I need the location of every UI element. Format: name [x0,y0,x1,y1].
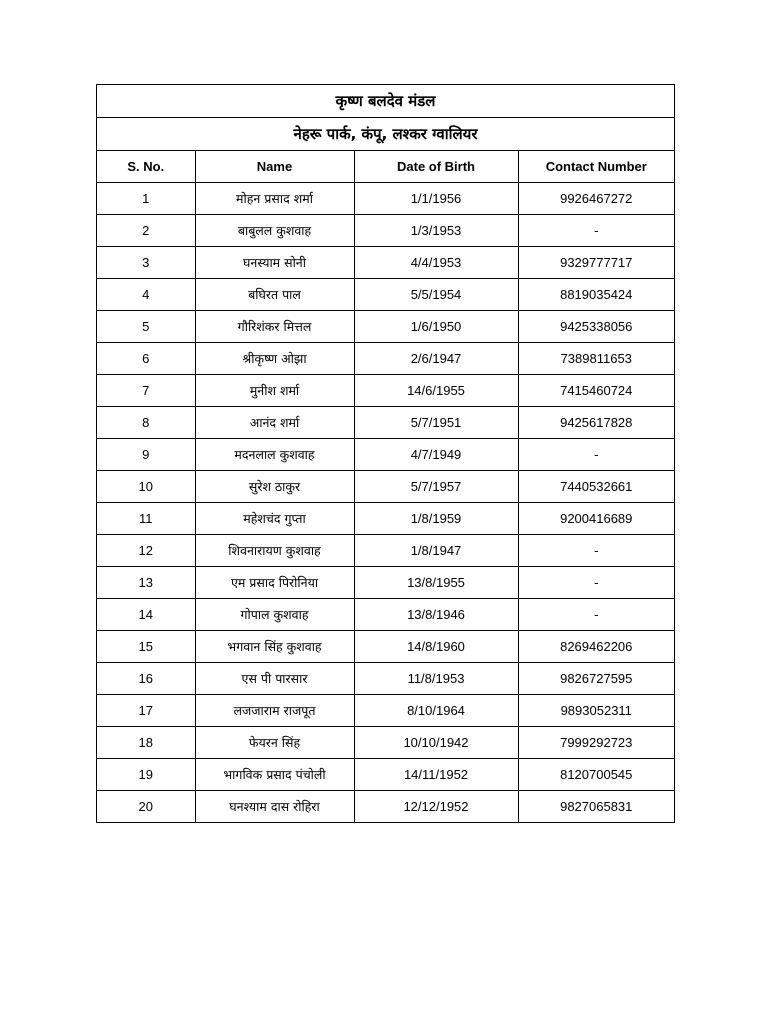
cell-dob: 1/8/1947 [354,535,518,567]
table-row [97,503,674,535]
cell-dob: 8/10/1964 [354,695,518,727]
cell-dob: 2/6/1947 [354,343,518,375]
cell-contact: 9425338056 [518,311,674,343]
table-row [97,663,674,695]
cell-name: लजजाराम राजपूत [195,695,354,727]
cell-sno: 18 [97,727,195,759]
cell-sno: 17 [97,695,195,727]
cell-sno: 4 [97,279,195,311]
table-row [97,695,674,727]
document-subtitle: नेहरू पार्क, कंपू, लश्कर ग्वालियर [97,118,674,151]
cell-sno: 15 [97,631,195,663]
cell-sno: 14 [97,599,195,631]
cell-name: आनंद शर्मा [195,407,354,439]
table-row [97,631,674,663]
cell-name: सुरेश ठाकुर [195,471,354,503]
cell-contact: - [518,215,674,247]
cell-dob: 14/11/1952 [354,759,518,791]
cell-dob: 13/8/1955 [354,567,518,599]
cell-sno: 20 [97,791,195,823]
cell-dob: 5/7/1951 [354,407,518,439]
cell-sno: 1 [97,183,195,215]
cell-contact: 9926467272 [518,183,674,215]
cell-sno: 13 [97,567,195,599]
cell-contact: 7440532661 [518,471,674,503]
cell-dob: 10/10/1942 [354,727,518,759]
column-header-sno: S. No. [97,151,195,183]
cell-dob: 14/6/1955 [354,375,518,407]
cell-contact: 9893052311 [518,695,674,727]
table-row [97,247,674,279]
cell-dob: 1/8/1959 [354,503,518,535]
member-list-sheet [96,84,675,823]
cell-name: घनस्याम सोनी [195,247,354,279]
cell-contact: - [518,567,674,599]
cell-name: मदनलाल कुशवाह [195,439,354,471]
cell-name: बघिरत पाल [195,279,354,311]
cell-sno: 10 [97,471,195,503]
cell-contact: - [518,599,674,631]
cell-name: श्रीकृष्ण ओझा [195,343,354,375]
cell-contact: 9329777717 [518,247,674,279]
table-row [97,279,674,311]
cell-dob: 1/3/1953 [354,215,518,247]
cell-dob: 11/8/1953 [354,663,518,695]
column-header-dob: Date of Birth [354,151,518,183]
table-row [97,311,674,343]
cell-dob: 12/12/1952 [354,791,518,823]
cell-dob: 1/6/1950 [354,311,518,343]
document-title: कृष्ण बलदेव मंडल [97,85,674,118]
cell-name: एम प्रसाद पिरोनिया [195,567,354,599]
cell-dob: 4/7/1949 [354,439,518,471]
cell-sno: 19 [97,759,195,791]
cell-name: फेयरन सिंह [195,727,354,759]
cell-contact: 7389811653 [518,343,674,375]
cell-contact: 9425617828 [518,407,674,439]
table-row [97,471,674,503]
table-row [97,375,674,407]
cell-sno: 12 [97,535,195,567]
cell-name: बाबुलल कुशवाह [195,215,354,247]
table-row [97,759,674,791]
cell-contact: 8269462206 [518,631,674,663]
column-header-contact: Contact Number [518,151,674,183]
cell-name: गौरिशंकर मित्तल [195,311,354,343]
table-row [97,439,674,471]
cell-name: मोहन प्रसाद शर्मा [195,183,354,215]
cell-sno: 2 [97,215,195,247]
table-row [97,343,674,375]
cell-name: भगवान सिंह कुशवाह [195,631,354,663]
cell-name: मुनीश शर्मा [195,375,354,407]
cell-dob: 4/4/1953 [354,247,518,279]
cell-contact: 9827065831 [560,799,633,814]
cell-name: महेशचंद गुप्ता [195,503,354,535]
cell-name: घनश्याम दास रोहिरा [195,791,354,823]
cell-sno: 6 [97,343,195,375]
cell-contact: 9200416689 [518,503,674,535]
column-header-name: Name [195,151,354,183]
cell-sno: 8 [97,407,195,439]
table-row [97,407,674,439]
cell-name: एस पी पारसार [195,663,354,695]
cell-sno: 5 [97,311,195,343]
cell-sno: 9 [97,439,195,471]
cell-dob: 5/7/1957 [354,471,518,503]
cell-sno: 7 [97,375,195,407]
cell-name: भागविक प्रसाद पंचोली [195,759,354,791]
cell-dob: 1/1/1956 [354,183,518,215]
cell-sno: 3 [97,247,195,279]
cell-contact: 9826727595 [518,663,674,695]
cell-name: शिवनारायण कुशवाह [195,535,354,567]
cell-dob: 13/8/1946 [354,599,518,631]
cell-contact: 8120700545 [518,759,674,791]
cell-contact: - [518,439,674,471]
table-row [97,599,674,631]
table-row [97,183,674,215]
table-row [97,791,674,823]
table-header-row [97,151,674,183]
table-row [97,535,674,567]
cell-sno: 16 [97,663,195,695]
cell-contact: 7999292723 [518,727,674,759]
cell-contact: 7415460724 [518,375,674,407]
cell-dob: 14/8/1960 [354,631,518,663]
cell-contact: 8819035424 [518,279,674,311]
members-table [97,151,674,822]
cell-dob: 5/5/1954 [354,279,518,311]
table-row [97,567,674,599]
cell-contact: - [518,535,674,567]
table-row [97,215,674,247]
cell-name: गोपाल कुशवाह [195,599,354,631]
cell-sno: 11 [97,503,195,535]
table-row [97,727,674,759]
